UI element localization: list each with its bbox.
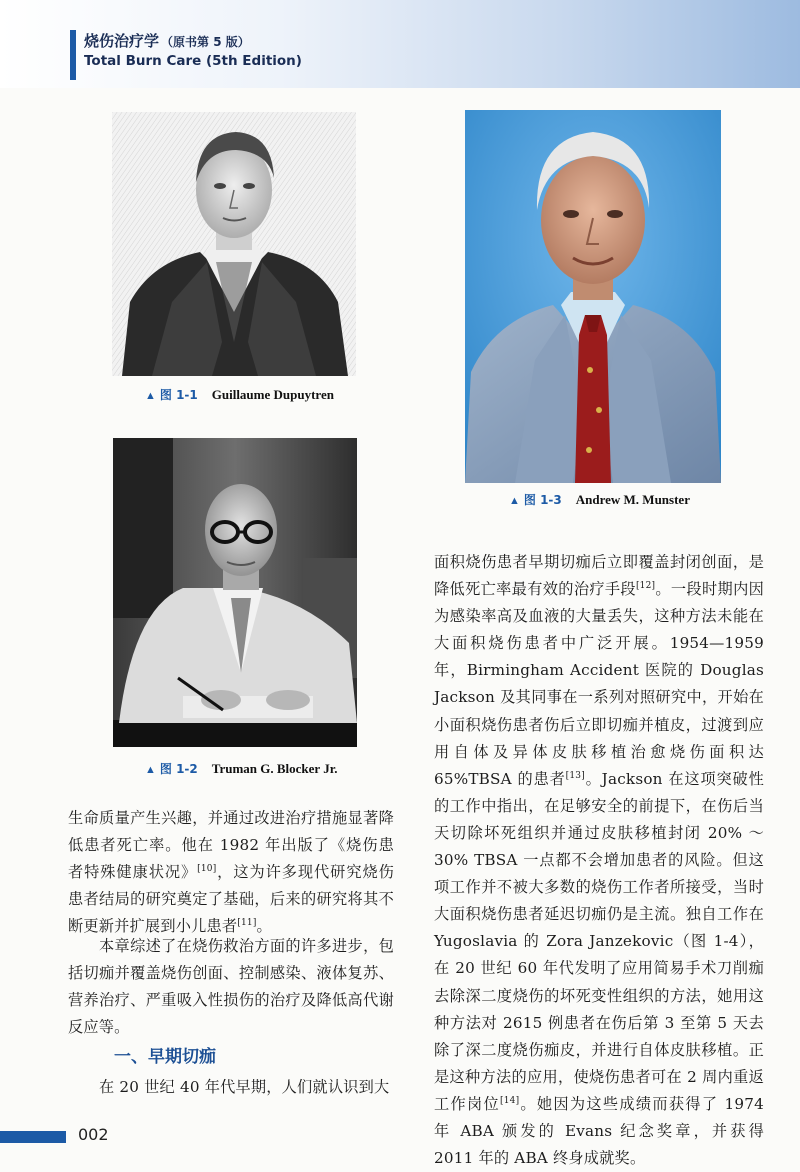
figure-1-3-portrait: [465, 110, 721, 483]
text-run: 。一段时期内因为感染率高及血液的大量丢失，这种方法未能在大面积烧伤患者中广泛开展。1954—1959 年，Birmingham Accident 医院的 Douglas Jackson 及其同事在一系列对照研究中，开始在小面积烧伤患者伤后立即切痂并植皮，过渡到应用自体及异体皮肤移植治愈烧伤面积达 65%TBSA 的患者: [434, 580, 764, 788]
figure-1-1-caption: [145, 386, 334, 403]
book-title-cn: 烧伤治疗学: [84, 32, 160, 50]
triangle-icon: ▲: [145, 390, 156, 402]
text-run: 。她因为这些成绩而获得了 1974 年 ABA 颁发的 Evans 纪念奖章，并获得 2011 年的 ABA 终身成就奖。: [434, 1094, 764, 1168]
figure-label: 图 1-1: [159, 388, 198, 402]
text-run: 。: [256, 917, 272, 936]
figure-label: 图 1-3: [523, 493, 562, 507]
citation: [12]: [635, 581, 656, 592]
citation: [14]: [500, 1095, 520, 1106]
footer-accent-bar: [0, 1131, 66, 1143]
left-paragraph-1: [68, 805, 394, 940]
left-paragraph-2: [68, 933, 394, 1041]
right-paragraph: [434, 549, 764, 1172]
figure-1-2-portrait: [113, 438, 357, 747]
figure-1-2-caption: [145, 760, 338, 777]
citation: [10]: [197, 864, 217, 875]
text-run: 生命质量产生兴趣，并通过改进治疗措施显著降低患者死亡率。他在 1982 年出版了《烧伤患者特殊健康状况》: [68, 809, 394, 882]
figure-1-1-portrait: [112, 112, 356, 376]
figure-caption-text: Guillaume Dupuytren: [211, 387, 334, 402]
figure-label: 图 1-2: [159, 762, 198, 776]
left-paragraph-3: [68, 1074, 394, 1101]
text-run: ，这为许多现代研究烧伤患者结局的研究奠定了基础，后来的研究将其不断更新并扩展到小儿患者: [68, 863, 394, 936]
text-run: 本章综述了在烧伤救治方面的许多进步，包括切痂并覆盖烧伤创面、控制感染、液体复苏、营养治疗、严重吸入性损伤的治疗及降低高代谢反应等。: [68, 937, 394, 1037]
text-run: 在 20 世纪 40 年代早期，人们就认识到大: [99, 1078, 390, 1096]
book-title-en: Total Burn Care (5th Edition): [84, 53, 302, 69]
book-title: [84, 30, 250, 51]
citation: [13]: [565, 770, 585, 781]
figure-caption-text: Truman G. Blocker Jr.: [211, 761, 338, 776]
section-heading: 一、早期切痂: [114, 1047, 216, 1067]
citation: [11]: [237, 918, 257, 929]
triangle-icon: ▲: [509, 495, 520, 507]
figure-1-3-caption: [509, 491, 690, 508]
figure-caption-text: Andrew M. Munster: [575, 492, 690, 507]
text-run: 。Jackson 在这项突破性的工作中指出，在足够安全的前提下，在伤后当天切除坏死组织并通过皮肤移植封闭 20% ～ 30% TBSA 一点都不会增加患者的风险。但这项工作并不被大多数的烧伤工作者所接受，当时大面积烧伤患者延迟切痂仍是主流。独自工作在 Yugoslavia 的 Zora Janzekovic（图 1-4），在 20 世纪 60 年代发明了应用简易手术刀削痂去除深二度烧伤的坏死变性组织的方法，她用这种方法对 2615 例患者在伤后第 3 至第 5 天去除了深二度烧伤痂皮，并进行自体皮肤移植。正是这种方法的应用，使烧伤患者可在 2 周内重返工作岗位: [434, 769, 764, 1113]
text-run: 面积烧伤患者早期切痂后立即覆盖封闭创面，是降低死亡率最有效的治疗手段: [434, 553, 764, 599]
triangle-icon: ▲: [145, 764, 156, 776]
page-number: 002: [78, 1125, 109, 1144]
book-edition: （原书第 5 版）: [161, 35, 250, 49]
header-accent-bar: [70, 30, 76, 80]
